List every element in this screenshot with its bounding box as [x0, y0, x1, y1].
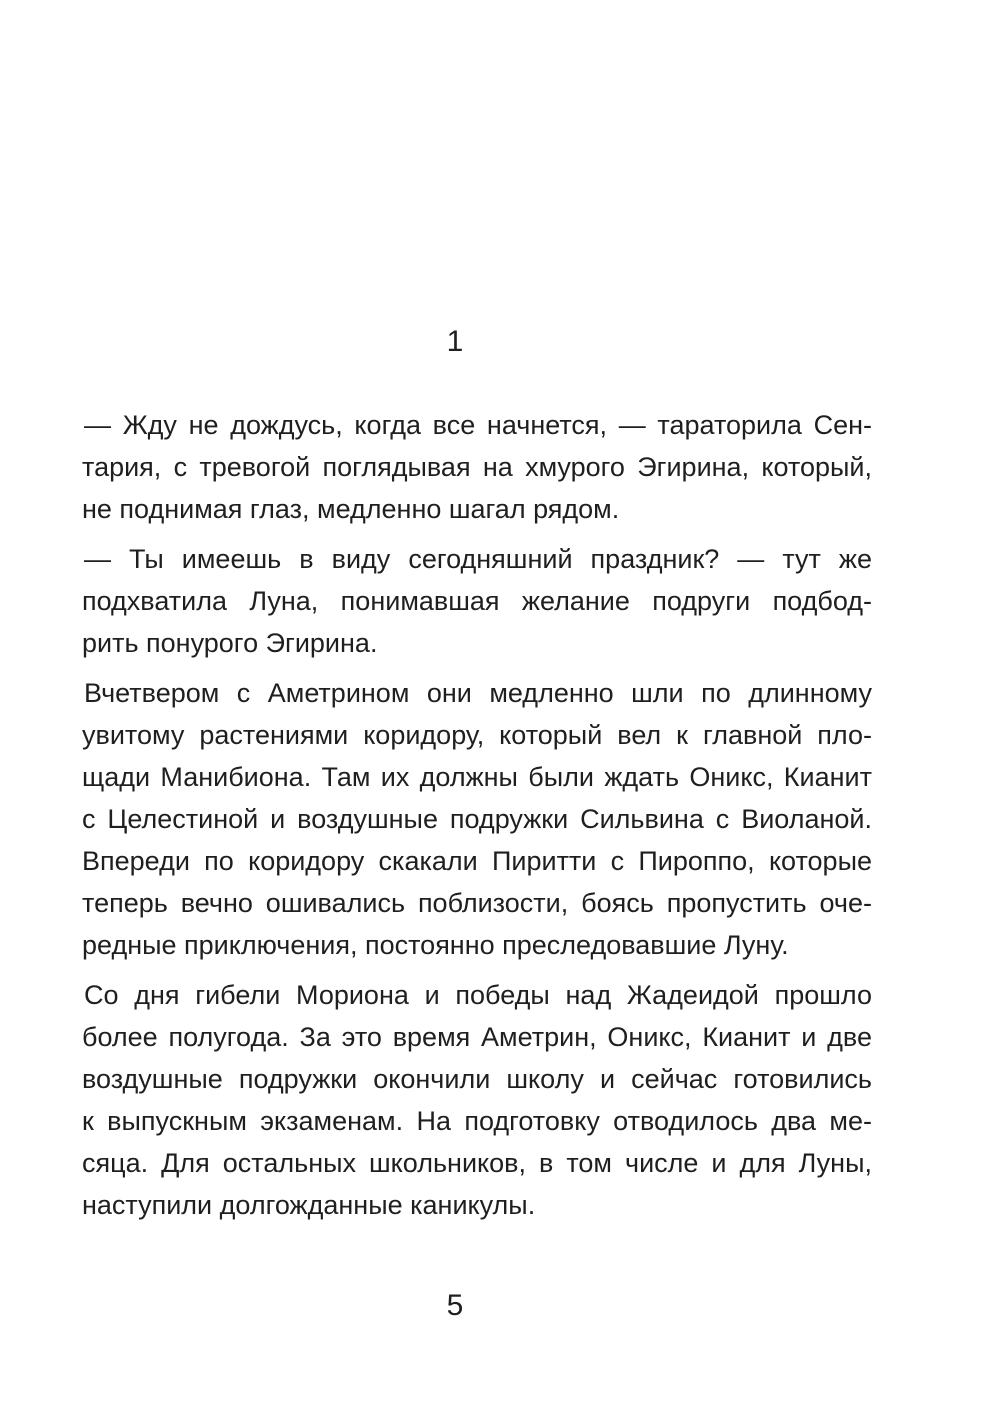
text-line: Вчетвером с Аметрином они медленно шли по длинному — [84, 678, 872, 708]
text-line: теперь вечно ошивались поблизости, боясь пропустить оче- — [82, 888, 872, 918]
text-line: не поднимая глаз, медленно шагал рядом. — [82, 494, 620, 524]
text-line: более полугода. За это время Аметрин, Оникс, Кианит и две — [82, 1022, 872, 1052]
paragraph-gap — [82, 664, 872, 672]
text-line: воздушные подружки окончили школу и сейчас готовились — [82, 1064, 872, 1094]
paragraph — [82, 672, 872, 966]
text-line: к выпускным экзаменам. На подготовку отводилось два ме- — [82, 1106, 872, 1136]
paragraph — [82, 538, 872, 664]
paragraph — [82, 404, 872, 530]
text-line: рить понурого Эгирина. — [82, 628, 378, 658]
page-number: 5 — [446, 1289, 464, 1322]
text-line: — Ты имеешь в виду сегодняшний праздник? — тут же — [84, 544, 872, 574]
text-line: с Целестиной и воздушные подружки Сильвина с Виоланой. — [82, 804, 872, 834]
text-line: — Жду не дождусь, когда все начнется, — тараторила Сен- — [84, 410, 872, 440]
paragraph-gap — [82, 966, 872, 974]
text-line: сяца. Для остальных школьников, в том числе и для Луны, — [82, 1148, 872, 1178]
chapter-number: 1 — [446, 325, 464, 358]
paragraph — [82, 974, 872, 1226]
text-line: щади Манибиона. Там их должны были ждать Оникс, Кианит — [82, 762, 872, 792]
text-line: подхватила Луна, понимавшая желание подруги подбод- — [82, 586, 872, 616]
text-line: Со дня гибели Мориона и победы над Жадеидой прошло — [84, 980, 872, 1010]
text-line: тария, с тревогой поглядывая на хмурого Эгирина, который, — [82, 452, 872, 482]
text-line: увитому растениями коридору, который вел к главной пло- — [82, 720, 872, 750]
paragraph-gap — [82, 530, 872, 538]
text-line: наступили долгожданные каникулы. — [82, 1190, 536, 1220]
body-text — [82, 404, 872, 1226]
text-line: редные приключения, постоянно преследовавшие Луну. — [82, 930, 789, 960]
text-line: Впереди по коридору скакали Пиритти с Пироппо, которые — [82, 846, 872, 876]
